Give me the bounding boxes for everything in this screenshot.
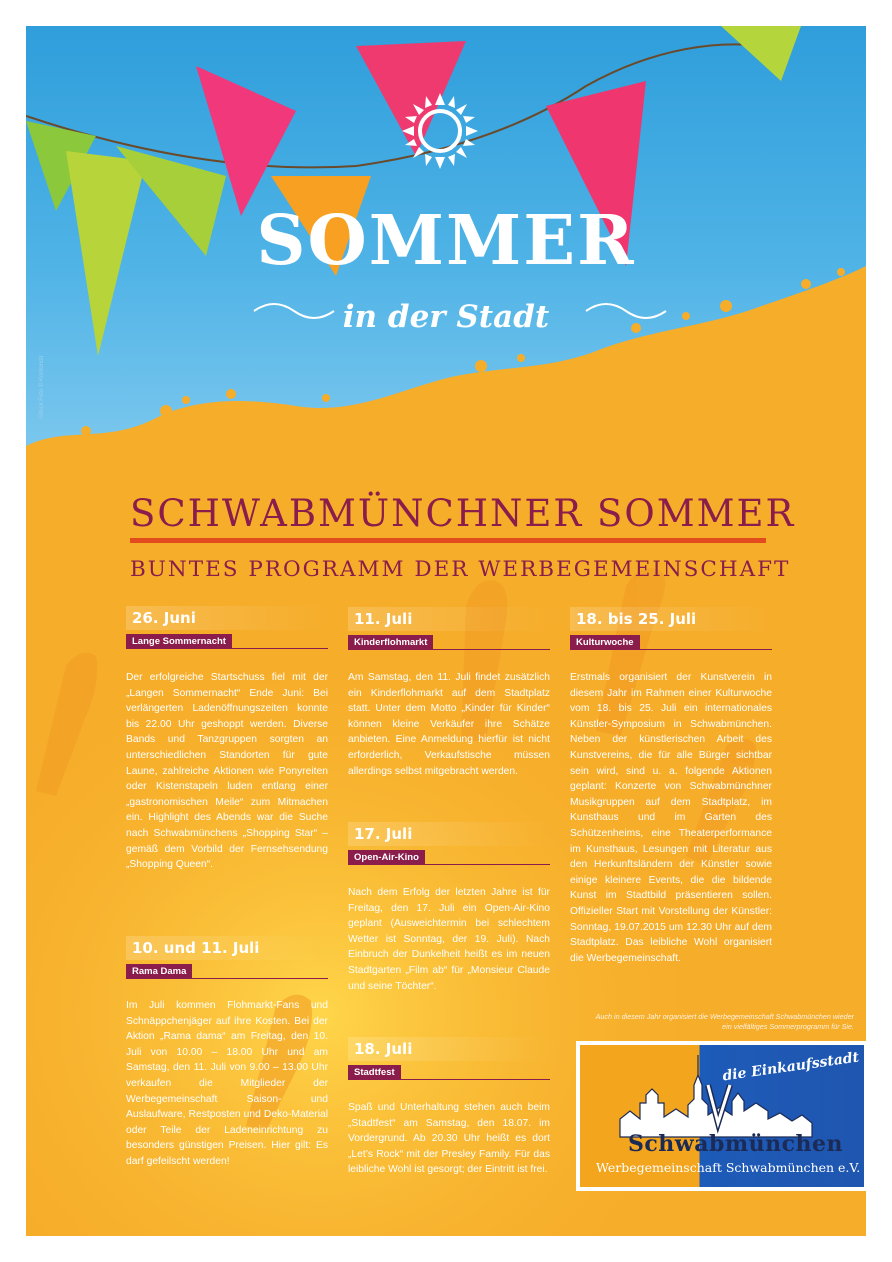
event-tag: Kinderflohmarkt — [348, 635, 433, 650]
headline: SCHWABMÜNCHNER SOMMER — [130, 492, 796, 535]
event-text: Erstmals organisiert der Kunstverein in diesem Jahr im Rahmen einer Kulturwoche vom 18. bis 25. Juli ein internationales Künstler-Symposium in Schwabmünchen. Neben der künstlerischen Arbeit des Kunstvereins, die für alle Bürger sichtbar sein wird, sind u. a. folgende Aktionen geplant: Konzerte von Schwabmünchner Musikgruppen auf dem Stadtplatz, im Kunsthaus und im Garten des Schützenheims, eine Theaterperformance im Kunsthaus, Lesungen mit Literatur aus den Herkunftsländern der Künstler sowie einige kleinere Events, die die bildende Kunst im Stadtbild präsentieren sollen. Offizieller Start mit Vorstellung der Künstler: Sonntag, 19.07.2015 um 12.30 Uhr auf dem Stadtplatz. Das leibliche Wohl organisiert die Werbegemeinschaft. — [570, 672, 772, 964]
event-date: 26. Juni — [126, 606, 328, 630]
event-tag: Lange Sommernacht — [126, 634, 232, 649]
event-tag: Open-Air-Kino — [348, 850, 425, 865]
event-date: 18. Juli — [348, 1037, 550, 1061]
sun-icon — [402, 93, 478, 169]
event-open-air-kino — [348, 822, 550, 994]
event-text: Der erfolgreiche Startschuss fiel mit der „Langen Sommernacht“ Ende Juni: Bei verlängerten Ladenöffnungszeiten konnte bis 22.00 Uhr geshoppt werden. Diverse Bands und Tanzgruppen sorgten an unterschiedlichen Standorten für gute Laune, zahlreiche Aktionen wie Ponyreiten oder Kistenstapeln luden entlang einer „gastronomischen Meile“ zum Mitmachen ein. Highlight des Abends war die Suche nach Schwabmünchens „Shopping Star“ – gemäß dem Vorbild der Fernsehsendung „Shopping Queen“. — [126, 672, 328, 871]
logo-subtitle: Werbegemeinschaft Schwabmünchen e.V. — [596, 1160, 861, 1175]
event-rama-dama — [126, 936, 328, 1170]
event-tag: Kulturwoche — [570, 635, 640, 650]
event-text: Im Juli kommen Flohmarkt-Fans und Schnäppchenjäger auf ihre Kosten. Bei der Aktion „Rama dama“ am Freitag, den 10. Juli von 10.00 – 18.00 Uhr und am Samstag, den 11. Juli von 9.00 – 13.00 Uhr verkaufen die Mitglieder der Werbegemeinschaft Saison- und Auslaufware, Restposten und Deko-Material oder Teile der Ladeneinrichtung zu besonders günstigen Preisen. Hier gilt: Es darf gefeilscht werden! — [126, 1000, 328, 1167]
logo-script: die Einkaufsstadt — [721, 1049, 861, 1085]
event-tag: Stadtfest — [348, 1065, 401, 1080]
werbegemeinschaft-logo — [576, 1041, 866, 1191]
event-date: 17. Juli — [348, 822, 550, 846]
bunting-flag — [721, 26, 801, 81]
headline-rule — [130, 538, 766, 543]
logo-background — [580, 1045, 864, 1187]
photo-credit: iStock Foto © Kontonstr — [39, 355, 45, 419]
footnote: Auch in diesem Jahr organisiert die Werbegemeinschaft Schwabmünchen wieder ein vielfältiges Sommerprogramm für Sie. — [595, 1012, 854, 1031]
event-date: 10. und 11. Juli — [126, 936, 328, 960]
event-kulturwoche — [570, 607, 772, 966]
subtitle: in der Stadt — [342, 299, 550, 335]
event-date: 18. bis 25. Juli — [570, 607, 772, 631]
event-stadtfest — [348, 1037, 550, 1178]
logo-name: Schwabmünchen — [628, 1131, 844, 1157]
event-text: Nach dem Erfolg der letzten Jahre ist für Freitag, den 17. Juli ein Open-Air-Kino geplant (Ausweichtermin bei schlechtem Wetter ist Sonntag, der 19. Juli). Nach Einbruch der Dunkelheit heißt es im neuen Stadtgarten „Film ab“ für „Monsieur Claude und seine Töchter“. — [348, 887, 550, 992]
event-kinderflohmarkt — [348, 607, 550, 779]
main-title: SOMMER — [256, 201, 636, 281]
event-text: Spaß und Unterhaltung stehen auch beim „Stadtfest“ am Samstag, den 18.07. im Vordergrund. Ab 20.30 Uhr heißt es dort „Let’s Rock“ mit der Presley Family. Für das leibliche Wohl ist gesorgt; der Eintritt ist frei. — [348, 1102, 550, 1176]
event-text: Am Samstag, den 11. Juli findet zusätzlich ein Kinderflohmarkt auf dem Stadtplatz statt. Unter dem Motto „Kinder für Kinder“ können kleine Verkäufer ihre Schätze anbieten. Eine Anmeldung hierfür ist nicht erforderlich, Verkaufstische müssen allerdings selbst mitgebracht werden. — [348, 672, 550, 777]
event-tag: Rama Dama — [126, 964, 192, 979]
poster — [26, 26, 866, 1236]
subheadline: BUNTES PROGRAMM DER WERBEGEMEINSCHAFT — [130, 557, 791, 582]
event-lange-sommernacht — [126, 606, 328, 873]
event-date: 11. Juli — [348, 607, 550, 631]
bunting-flag — [356, 41, 466, 156]
